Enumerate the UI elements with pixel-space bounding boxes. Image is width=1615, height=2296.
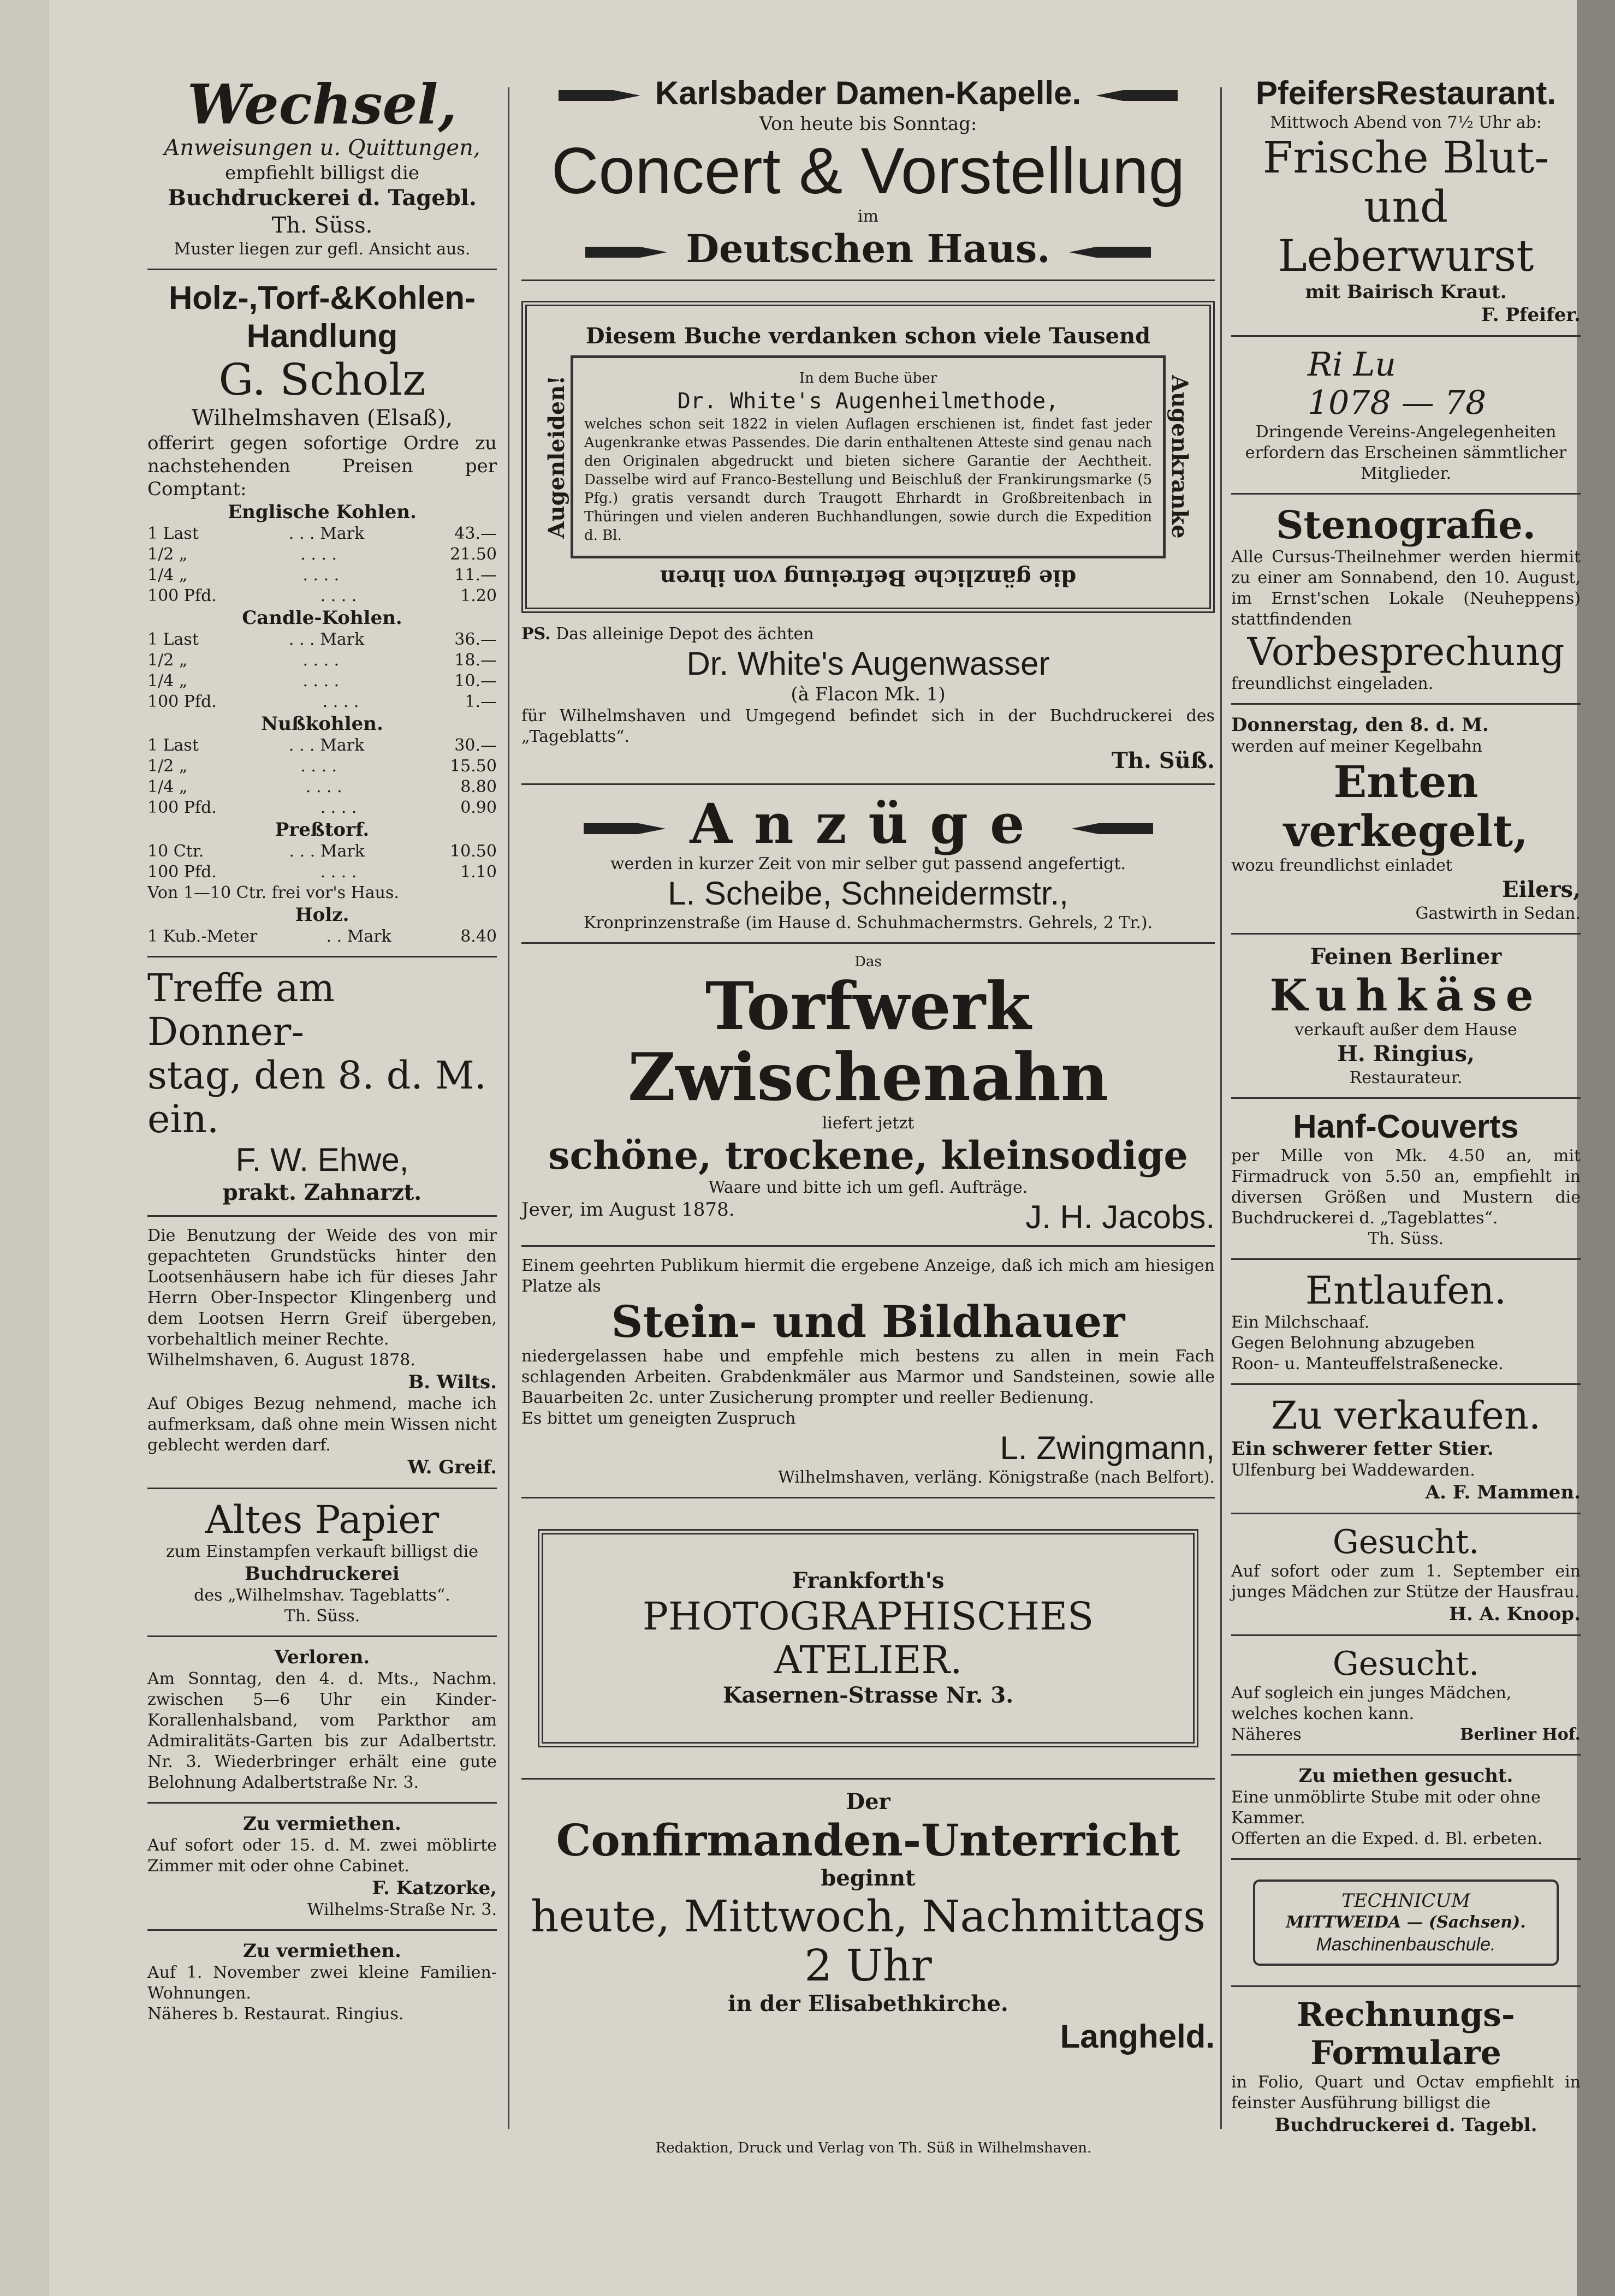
box-body [543, 350, 1193, 564]
ad-text: Ulfenburg bei Waddewarden. [1231, 1461, 1475, 1480]
ad-text: Restaurateur. [1349, 1068, 1463, 1087]
ad-text: Kronprinzenstraße (im Hause d. Schuhmachermstrs. Gehrels, 2 Tr.). [583, 913, 1153, 932]
ad-papier [147, 1489, 497, 1637]
price-row: 1/2 „ . . . . 15.50 [147, 757, 497, 776]
pointing-hand-icon [585, 239, 673, 266]
ad-vermiethen-1 [147, 1804, 497, 1931]
ad-title: Stenografie. [1276, 502, 1536, 548]
ad-white [521, 281, 1215, 785]
ad-anzuege [521, 785, 1215, 944]
price-heading: Nußkohlen. [261, 713, 383, 735]
ad-headline: Leberwurst [1278, 230, 1534, 281]
ad-name: L. Scheibe, Schneidermstr., [668, 875, 1068, 912]
ad-text: Auf sofort oder 15. d. M. zwei möblirte Zimmer mit oder ohne Cabinet. [147, 1836, 497, 1876]
ad-text: Die Benutzung der Weide des von mir gepachteten Grundstücks hinter den Lootsenhäusern habe ich für dieses Jahr Herrn Ober-Inspector Klingenberg und dem Lootsen Herrn Greif übergeben, vorbehaltlich meiner Rechte. [147, 1226, 497, 1349]
price-row: 1/2 „ . . . . 21.50 [147, 545, 497, 564]
ad-text: Auf sofort oder zum 1. September ein junges Mädchen zur Stütze der Hausfrau. [1231, 1562, 1581, 1602]
white-inner-box [571, 355, 1166, 558]
ad-text: per Mille von Mk. 4.50 an, mit Firmadruck von 5.50 an, empfiehlt in diversen Größen und Mustern die Buchdruckerei d. „Tageblattes“. [1231, 1146, 1581, 1228]
price-row: 100 Pfd. . . . . 1.10 [147, 863, 497, 882]
ad-text: beginnt [821, 1865, 916, 1891]
pointing-hand-icon [1090, 82, 1178, 109]
pointing-hand-icon [559, 82, 646, 109]
column-rule-right [1220, 87, 1222, 2129]
ad-signature: W. Greif. [407, 1456, 497, 1478]
ad-title: Altes Papier [205, 1497, 440, 1542]
ad-title: Rechnungs-Formulare [1297, 1996, 1515, 2072]
ad-name: G. Scholz [218, 354, 426, 405]
ps-label: PS. [521, 624, 551, 644]
ad-torfwerk [521, 944, 1215, 1247]
ad-text: im [857, 207, 879, 226]
price-row: 1/4 „ . . . . 8.80 [147, 777, 497, 796]
ad-kapelle [521, 66, 1215, 281]
ad-text: Mittwoch Abend von 7½ Uhr ab: [1270, 113, 1542, 132]
price-list-torf [147, 841, 497, 883]
ad-text: freundlichst eingeladen. [1231, 674, 1434, 693]
ad-signature: H. A. Knoop. [1448, 1603, 1581, 1625]
ad-title: Verloren. [274, 1646, 370, 1668]
price-heading: Candle-Kohlen. [242, 607, 402, 629]
ad-text: (à Flacon Mk. 1) [791, 683, 946, 705]
price-heading: Holz. [295, 904, 349, 926]
ad-title: PHOTOGRAPHISCHES ATELIER. [642, 1594, 1094, 1682]
ad-weide [147, 1217, 497, 1489]
ad-text: Der [846, 1789, 890, 1815]
ad-title: Gesucht. [1332, 1645, 1480, 1683]
ad-verloren [147, 1637, 497, 1804]
ad-text: Buchdruckerei d. Tagebl. [168, 185, 477, 211]
ad-title: Gesucht. [1332, 1523, 1480, 1561]
ad-title: Confirmanden-Unterricht [556, 1815, 1180, 1866]
price-row: 100 Pfd. . . . . 1.— [147, 692, 497, 711]
ad-headline: Enten verkegelt, [1284, 756, 1528, 856]
ad-text: Offerten an die Exped. d. Bl. erbeten. [1231, 1829, 1543, 1848]
price-row: 1/4 „ . . . . 11.— [147, 566, 497, 585]
ad-text: Auf Obiges Bezug nehmend, mache ich aufmerksam, daß ohne mein Wissen nicht geblecht werden darf. [147, 1394, 497, 1455]
ad-signature: B. Wilts. [408, 1371, 497, 1393]
price-row: 1 Last . . . Mark 30.— [147, 736, 497, 755]
ad-miethen-gesucht [1231, 1756, 1581, 1860]
ad-text: Buchdruckerei [245, 1563, 400, 1585]
technicum-box [1253, 1879, 1559, 1966]
ad-pfeifer [1231, 66, 1581, 337]
ad-text: Das alleinige Depot des ächten [556, 624, 814, 644]
ad-text: mit Bairisch Kraut. [1305, 281, 1507, 303]
ad-text: Wilhelmshaven, verläng. Königstraße (nach Belfort). [778, 1468, 1215, 1487]
ad-title: Handlung [246, 318, 398, 354]
ad-headline: heute, Mittwoch, Nachmittags 2 Uhr [530, 1891, 1206, 1991]
ad-text: Maschinenbauschule. [1316, 1934, 1496, 1955]
ad-text: welches schon seit 1822 in vielen Auflagen erschienen ist, findet fast jeder Augenkranke etwas Passendes. Die darin enthaltenen Atteste sind genau nach den Originalen abgedruckt und bieten sichere Garantie der Aechtheit. Dasselbe wird auf Franco-Bestellung und Beischluß der Frankirungsmarke (5 Pfg.) gratis versandt durch Traugott Ehrhardt in Großbreitenbach in Thüringen und vielen anderen Buchhandlungen, sowie durch die Expedition d. Bl. [584, 416, 1152, 544]
price-note: Von 1—10 Ctr. frei vor's Haus. [147, 883, 399, 902]
ad-place-row [521, 227, 1215, 271]
ad-text: Einem geehrten Publikum hiermit die ergebene Anzeige, daß ich mich am hiesigen Platze als [521, 1256, 1215, 1296]
ad-text: Eine unmöblirte Stube mit oder ohne Kammer. [1231, 1788, 1541, 1828]
ad-hanf [1231, 1099, 1581, 1260]
ad-title: ein. [147, 1097, 219, 1141]
price-row: 1 Last . . . Mark 36.— [147, 630, 497, 649]
ad-text: Roon- u. Manteuffelstraßenecke. [1231, 1354, 1504, 1373]
ad-photo [521, 1498, 1215, 1780]
ad-signature: Th. Süß. [1112, 748, 1215, 774]
ad-text: Wilhelmshaven (Elsaß), [191, 406, 453, 431]
ad-verkaufen [1231, 1385, 1581, 1514]
ad-bildhauer [521, 1247, 1215, 1498]
ad-scholz [147, 270, 497, 957]
price-list-english [147, 524, 497, 606]
ad-text: In dem Buche über [799, 370, 937, 386]
ad-place: Jever, im August 1878. [521, 1199, 735, 1221]
ad-text: Am Sonntag, den 4. d. Mts., Nachm. zwischen 5—6 Uhr ein Kinder-Korallenhalsband, vom Parkthor am Admiralitäts-Garten bis zur Adalbertstr. Nr. 3. Wiederbringer erhält eine gute Belohnung Adalbertstraße Nr. 3. [147, 1669, 497, 1792]
price-heading: Englische Kohlen. [228, 501, 417, 523]
ad-headline: Concert & Vorstellung [551, 134, 1185, 207]
page-left-edge [0, 0, 49, 2296]
price-row: 1 Last . . . Mark 43.— [147, 524, 497, 543]
price-row: 10 Ctr. . . . Mark 10.50 [147, 842, 497, 861]
ad-text: werden in kurzer Zeit von mir selber gut passend angefertigt. [610, 854, 1126, 873]
ad-text: Gegen Belohnung abzugeben [1231, 1334, 1475, 1353]
ad-title: Stein- und Bildhauer [611, 1296, 1125, 1347]
price-row: 1/4 „ . . . . 10.— [147, 671, 497, 691]
price-list-candle [147, 629, 497, 712]
ad-vermiethen-2 [147, 1931, 497, 2033]
ad-title: Treffe am Donner- [147, 966, 335, 1054]
ad-text: Gastwirth in Sedan. [1415, 904, 1581, 923]
ad-text: offerirt gegen sofortige Ordre zu nachstehenden Preisen per Comptant: [147, 432, 497, 500]
ad-signature: Eilers, [1502, 877, 1581, 902]
ad-text: Waare und bitte ich um gefl. Aufträge. [708, 1178, 1028, 1197]
ad-ehwe [147, 957, 497, 1217]
price-row: 1/2 „ . . . . 18.— [147, 651, 497, 670]
ad-text: verkauft außer dem Hause [1295, 1020, 1517, 1039]
pointing-hand-icon [1064, 239, 1151, 266]
ad-name: F. W. Ehwe, [235, 1141, 409, 1178]
ad-date: Wilhelmshaven, 6. August 1878. [147, 1351, 415, 1370]
ad-text: Alle Cursus-Theilnehmer werden hiermit zu einer am Sonnabend, den 10. August, im Ernst'schen Lokale (Neuheppens) stattfindenden [1231, 548, 1581, 629]
price-row: 1 Kub.-Meter . . Mark 8.40 [147, 927, 497, 946]
ad-text: wozu freundlichst einladet [1231, 856, 1452, 875]
ad-title: stag, den 8. d. M. [147, 1053, 486, 1098]
ad-signature: H. Ringius, [1337, 1041, 1475, 1067]
ad-text: Näheres b. Restaurat. Ringius. [147, 2004, 404, 2024]
ad-text: Ein schwerer fetter Stier. [1231, 1438, 1494, 1460]
ad-signature: Langheld. [1060, 2018, 1215, 2055]
ad-text: Kasernen-Strasse Nr. 3. [722, 1682, 1014, 1708]
ad-text: liefert jetzt [822, 1114, 915, 1133]
box-bottom-text: die gänzliche Befreiung von ihren [660, 565, 1077, 591]
ad-signature: Th. Süss. [1368, 1229, 1444, 1248]
middle-column [521, 66, 1215, 2065]
ad-verein [1231, 337, 1581, 495]
ad-technicum [1231, 1860, 1581, 1987]
box-left-text: Augenleiden! [544, 375, 569, 539]
ad-text: Dringende Vereins-Angelegenheiten erfordern das Erscheinen sämmtlicher Mitglieder. [1245, 423, 1567, 483]
ad-title: Dr. White's Augenheilmethode, [677, 389, 1059, 414]
ad-text: Es bittet um geneigten Zuspruch [521, 1409, 796, 1428]
pointing-hand-icon [584, 815, 671, 842]
ad-text: prakt. Zahnarzt. [222, 1180, 422, 1205]
ad-title: TECHNICUM [1341, 1890, 1470, 1912]
price-list-nuss [147, 735, 497, 818]
ad-place: Deutschen Haus. [686, 226, 1050, 271]
ad-date: Donnerstag, den 8. d. M. [1231, 714, 1489, 736]
handwritten-note: Ri Lu [1308, 346, 1396, 384]
ad-headline: Frische Blut- und [1262, 132, 1549, 232]
ad-text: Auf sogleich ein junges Mädchen, welches kochen kann. [1231, 1684, 1512, 1723]
handwritten-note: 1078 — 78 [1308, 384, 1487, 422]
ad-subheadline: schöne, trockene, kleinsodige [548, 1133, 1188, 1178]
ad-text: niedergelassen habe und empfehle mich bestens zu allen in mein Fach schlagenden Arbeiten. Grabdenkmäler aus Marmor und Sandsteinen, sowie alle Bauarbeiten 2c. unter Zusicherung prompter und reeller Bedienung. [521, 1347, 1215, 1407]
right-column [1231, 66, 1581, 2145]
ad-text: Das [854, 954, 882, 970]
ad-title-row [521, 74, 1215, 112]
column-rule-left [508, 87, 509, 2129]
ad-title: Entlaufen. [1305, 1268, 1507, 1313]
ad-stenografie [1231, 495, 1581, 705]
ad-text: in Folio, Quart und Octav empfiehlt in feinster Ausführung billigst die [1231, 2073, 1581, 2113]
ad-headline: Torfwerk Zwischenahn [627, 968, 1109, 1116]
ad-text: MITTWEIDA — (Sachsen). [1286, 1913, 1526, 1932]
ad-text: Näheres [1231, 1725, 1302, 1744]
ad-text: empfiehlt billigst die [225, 162, 419, 184]
ad-kuhkaese [1231, 935, 1581, 1099]
box-right-text: Augenkranke [1167, 375, 1192, 539]
ad-title: Karlsbader Damen-Kapelle. [655, 75, 1082, 111]
ad-text: Auf 1. November zwei kleine Familien-Wohnungen. [147, 1963, 497, 2003]
ad-text: Anweisungen u. Quittungen, [164, 135, 480, 160]
ad-text: werden auf meiner Kegelbahn [1231, 737, 1482, 756]
ad-text: Wilhelms-Straße Nr. 3. [307, 1900, 497, 1919]
ad-text: Von heute bis Sonntag: [759, 113, 977, 135]
ad-text: zum Einstampfen verkauft billigst die [165, 1542, 479, 1561]
price-row: 100 Pfd. . . . . 1.20 [147, 586, 497, 605]
ad-text: in der Elisabethkirche. [728, 1991, 1008, 2017]
ad-headline: Vorbesprechung [1247, 629, 1565, 674]
ad-gesucht-2 [1231, 1636, 1581, 1756]
price-row: 100 Pfd. . . . . 0.90 [147, 798, 497, 817]
imprint-footer: Redaktion, Druck und Verlag von Th. Süß in Wilhelmshaven. [655, 2140, 1092, 2156]
pointing-hand-icon [1066, 815, 1153, 842]
ad-text: für Wilhelmshaven und Umgegend befindet sich in der Buchdruckerei des „Tageblatts“. [521, 706, 1215, 746]
ad-title: Dr. White's Augenwasser [686, 645, 1050, 682]
ad-text: Feinen Berliner [1310, 944, 1502, 969]
ad-signature: Berliner Hof. [1460, 1725, 1581, 1744]
ad-signature: F. Katzorke, [372, 1877, 497, 1899]
ad-title: Wechsel, [187, 72, 458, 136]
ad-signature: J. H. Jacobs. [1025, 1199, 1215, 1235]
ad-wechsel [147, 66, 497, 270]
ad-title: Hanf-Couverts [1293, 1108, 1519, 1145]
ad-title: Holz-,Torf-&Kohlen- [168, 279, 476, 316]
ad-title: Zu verkaufen. [1270, 1393, 1541, 1438]
ad-signature: Buchdruckerei d. Tagebl. [1274, 2114, 1537, 2136]
left-column [147, 66, 497, 2033]
ad-title: Zu vermiethen. [243, 1940, 401, 1962]
ad-signature: Th. Süss. [284, 1607, 360, 1626]
ad-name: L. Zwingmann, [1000, 1430, 1215, 1466]
ad-enten [1231, 705, 1581, 935]
ad-entlaufen [1231, 1260, 1581, 1385]
box-top-text: Diesem Buche verdanken schon viele Tausend [585, 323, 1151, 349]
ad-gesucht-1 [1231, 1514, 1581, 1636]
ad-title: Anzüge [690, 792, 1047, 856]
ad-signature: A. F. Mammen. [1425, 1482, 1581, 1503]
white-ornament-box [521, 301, 1215, 613]
ad-headline: Kuhkäse [1269, 969, 1542, 1021]
ad-text: Ein Milchschaaf. [1231, 1313, 1370, 1332]
ad-signature: Th. Süss. [271, 213, 373, 238]
ad-rechnungs [1231, 1987, 1581, 2145]
ad-signature: F. Pfeifer. [1481, 304, 1581, 326]
ad-name: Frankforth's [792, 1568, 945, 1593]
ad-text: Muster liegen zur gefl. Ansicht aus. [174, 240, 471, 259]
ad-text: des „Wilhelmshav. Tageblatts“. [194, 1586, 450, 1605]
ad-confirmanden [521, 1780, 1215, 2065]
price-heading: Preßtorf. [275, 819, 370, 841]
book-spine [1577, 0, 1615, 2296]
ad-title: Zu miethen gesucht. [1298, 1765, 1513, 1787]
photo-ornament-box [538, 1529, 1198, 1747]
ad-title: Zu vermiethen. [243, 1813, 401, 1835]
ad-title: PfeifersRestaurant. [1255, 75, 1557, 111]
